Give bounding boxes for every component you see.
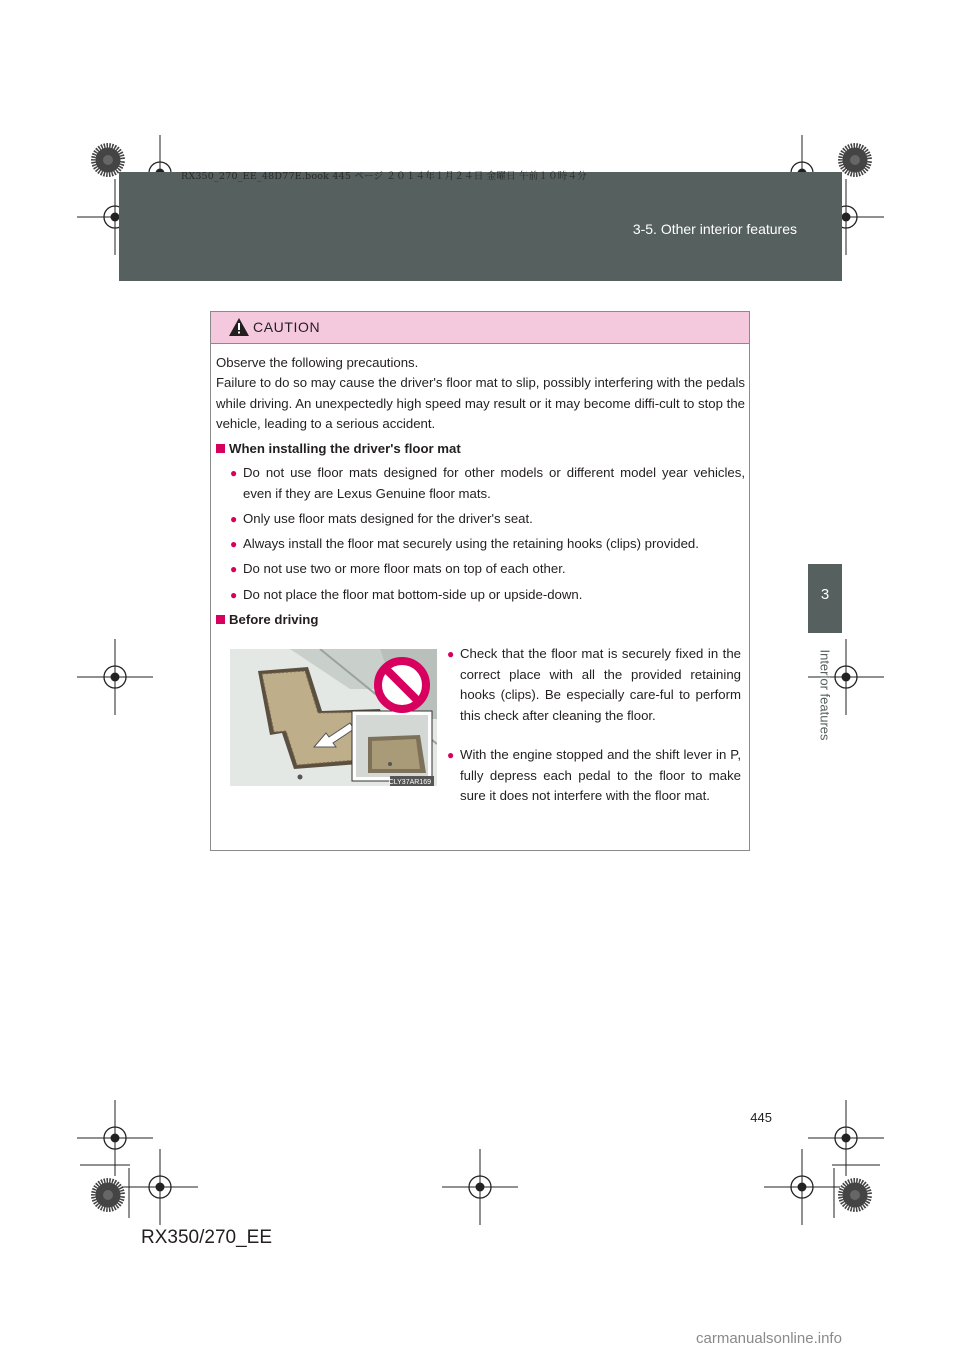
list-item: ● Do not place the floor mat bottom-side up or upside-down. xyxy=(230,585,745,606)
list-item: ● Only use floor mats designed for the driver's seat. xyxy=(230,509,745,530)
caution-title: CAUTION xyxy=(253,319,321,335)
list-item: ● Always install the floor mat securely using the retaining hooks (clips) provided. xyxy=(230,534,745,555)
section-heading-text: Before driving xyxy=(229,612,319,627)
list-item: ● Do not use two or more floor mats on top of each other. xyxy=(230,559,745,580)
chapter-number: 3 xyxy=(820,586,830,603)
chapter-label xyxy=(812,640,838,750)
book-file-info: RX350_270_EE_48D77E.book 445 ページ ２０１４年１月２４日 金曜日 午前１０時４分 xyxy=(181,171,587,182)
caution-intro: Observe the following precautions. xyxy=(216,355,419,370)
watermark: carmanualsonline.info xyxy=(696,1330,842,1347)
section-heading-text: When installing the driver's floor mat xyxy=(229,441,461,456)
caution-warning: Failure to do so may cause the driver's floor mat to slip, possibly interfering with the pedals while driving. An unexpectedly high speed may result or it may become diffi-cult to stop the vehicle, leading to a serious accident. xyxy=(216,375,745,431)
caution-box xyxy=(210,311,750,851)
list-item: ● With the engine stopped and the shift lever in P, fully depress each pedal to the floor to make sure it does not interfere with the floor mat. xyxy=(447,745,741,807)
chapter-tab[interactable] xyxy=(808,564,842,633)
page-number: 445 xyxy=(750,1110,772,1125)
warning-triangle-icon xyxy=(229,318,249,336)
floor-mat-illustration xyxy=(230,649,437,786)
square-bullet-icon xyxy=(216,615,225,624)
list-item: ● Check that the floor mat is securely fixed in the correct place with all the provided retaining hooks (clips). Be especially care-ful to perform this check after cleaning the floor. xyxy=(447,644,741,726)
list-item: ● Do not use floor mats designed for other models or different model year vehicles, even if they are Lexus Genuine floor mats. xyxy=(230,463,745,504)
square-bullet-icon xyxy=(216,444,225,453)
section-heading-before-driving xyxy=(216,612,318,627)
illustration-code: CLY37AR169 xyxy=(388,779,431,786)
section-heading-installing xyxy=(216,441,461,456)
section-title: 3-5. Other interior features xyxy=(632,221,797,237)
model-code: RX350/270_EE xyxy=(141,1227,272,1248)
chapter-label-text: Interior features xyxy=(817,649,833,741)
caution-header xyxy=(211,312,749,344)
